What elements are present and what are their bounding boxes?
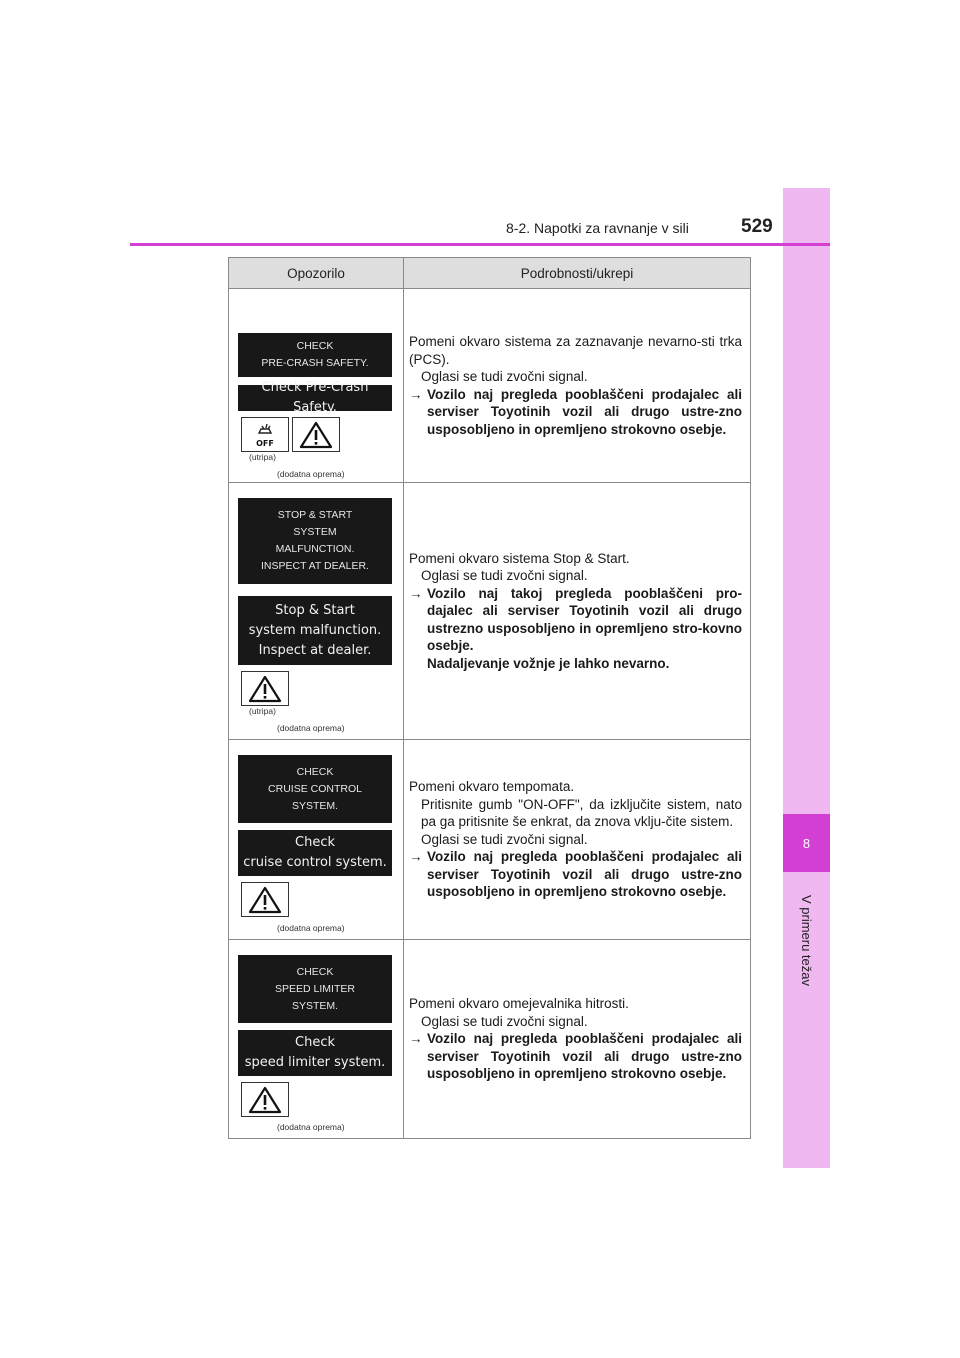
arrow-icon: → xyxy=(409,849,423,865)
chapter-number: 8 xyxy=(783,814,830,872)
table-row xyxy=(229,940,751,1139)
col-header-warning: Opozorilo xyxy=(229,258,404,289)
note: Oglasi se tudi zvočni signal. xyxy=(421,369,588,384)
warning-triangle-icon xyxy=(246,885,284,915)
description: Pomeni okvaro omejevalnika hitrosti. xyxy=(409,996,629,1012)
message-display-alt: Stop & Start system malfunction. Inspect at dealer. xyxy=(238,596,392,665)
arrow-icon: → xyxy=(409,585,423,601)
message-display: CHECK SPEED LIMITER SYSTEM. xyxy=(238,955,392,1023)
action: → Vozilo naj pregleda pooblaščeni prodajalec ali serviser Toyotinih vozil ali drugo ustre-zno usposobljeno in opremljeno strokovno osebje. xyxy=(409,386,742,437)
action: → Vozilo naj pregleda pooblaščeni prodajalec ali serviser Toyotinih vozil ali drugo ustre-zno usposobljeno in opremljeno strokovno osebje. xyxy=(409,1031,742,1082)
flash-caption: (utripa) xyxy=(249,706,276,716)
warning-triangle-icon xyxy=(246,674,284,704)
optional-caption: (dodatna oprema) xyxy=(277,469,345,479)
svg-text:OFF: OFF xyxy=(256,438,274,448)
optional-caption: (dodatna oprema) xyxy=(277,1122,345,1132)
col-header-details: Podrobnosti/ukrepi xyxy=(404,258,751,289)
section-title: 8-2. Napotki za ravnanje v sili xyxy=(506,220,689,236)
sidebar-strip xyxy=(783,188,830,1168)
warning-table xyxy=(228,257,751,1139)
table-row xyxy=(229,483,751,740)
chapter-title: V primeru težav xyxy=(799,894,815,986)
note: Oglasi se tudi zvočni signal. xyxy=(421,831,588,847)
warning-indicator xyxy=(241,1082,289,1117)
note-instruction: Pritisnite gumb "ON-OFF", da izključite sistem, nato pa ga pritisnite še enkrat, da znova vklju-čite sistem. xyxy=(421,796,742,830)
warning-indicator xyxy=(241,882,289,917)
message-display: CHECK CRUISE CONTROL SYSTEM. xyxy=(238,755,392,823)
pcs-off-icon xyxy=(245,420,285,450)
action-warning: Nadaljevanje vožnje je lahko nevarno. xyxy=(427,655,670,671)
warning-triangle-icon xyxy=(246,1085,284,1115)
arrow-icon: → xyxy=(409,386,423,402)
pcs-off-indicator xyxy=(241,417,289,452)
optional-caption: (dodatna oprema) xyxy=(277,723,345,733)
table-row xyxy=(229,289,751,483)
flash-caption: (utripa) xyxy=(249,452,276,462)
action: → Vozilo naj takoj pregleda pooblaščeni pro-dajalec ali serviser Toyotinih vozil ali drugo ustrezno usposobljeno in opremljeno stro-kovno osebje. xyxy=(409,585,742,654)
warning-indicator xyxy=(292,417,340,452)
action: → Vozilo naj pregleda pooblaščeni prodajalec ali serviser Toyotinih vozil ali drugo ustre-zno usposobljeno in opremljeno strokovno osebje. xyxy=(409,849,742,900)
note: Oglasi se tudi zvočni signal. xyxy=(421,568,588,584)
description: Pomeni okvaro sistema Stop & Start. xyxy=(409,550,630,566)
header-divider xyxy=(130,243,830,246)
message-display: STOP & START SYSTEM MALFUNCTION. INSPECT AT DEALER. xyxy=(238,498,392,584)
warning-triangle-icon xyxy=(297,420,335,450)
description: Pomeni okvaro tempomata. xyxy=(409,779,575,795)
optional-caption: (dodatna oprema) xyxy=(277,923,345,933)
table-row xyxy=(229,740,751,940)
message-display-alt: Check cruise control system. xyxy=(238,830,392,876)
warning-indicator xyxy=(241,671,289,706)
description: Pomeni okvaro sistema za zaznavanje nevarno-sti trka (PCS). xyxy=(409,334,742,367)
message-display-alt: Check speed limiter system. xyxy=(238,1030,392,1076)
message-display-alt: Check Pre-Crash Safety. xyxy=(238,385,392,411)
arrow-icon: → xyxy=(409,1031,423,1047)
message-display: CHECK PRE-CRASH SAFETY. xyxy=(238,333,392,377)
note: Oglasi se tudi zvočni signal. xyxy=(421,1013,588,1029)
page-number: 529 xyxy=(741,216,773,237)
